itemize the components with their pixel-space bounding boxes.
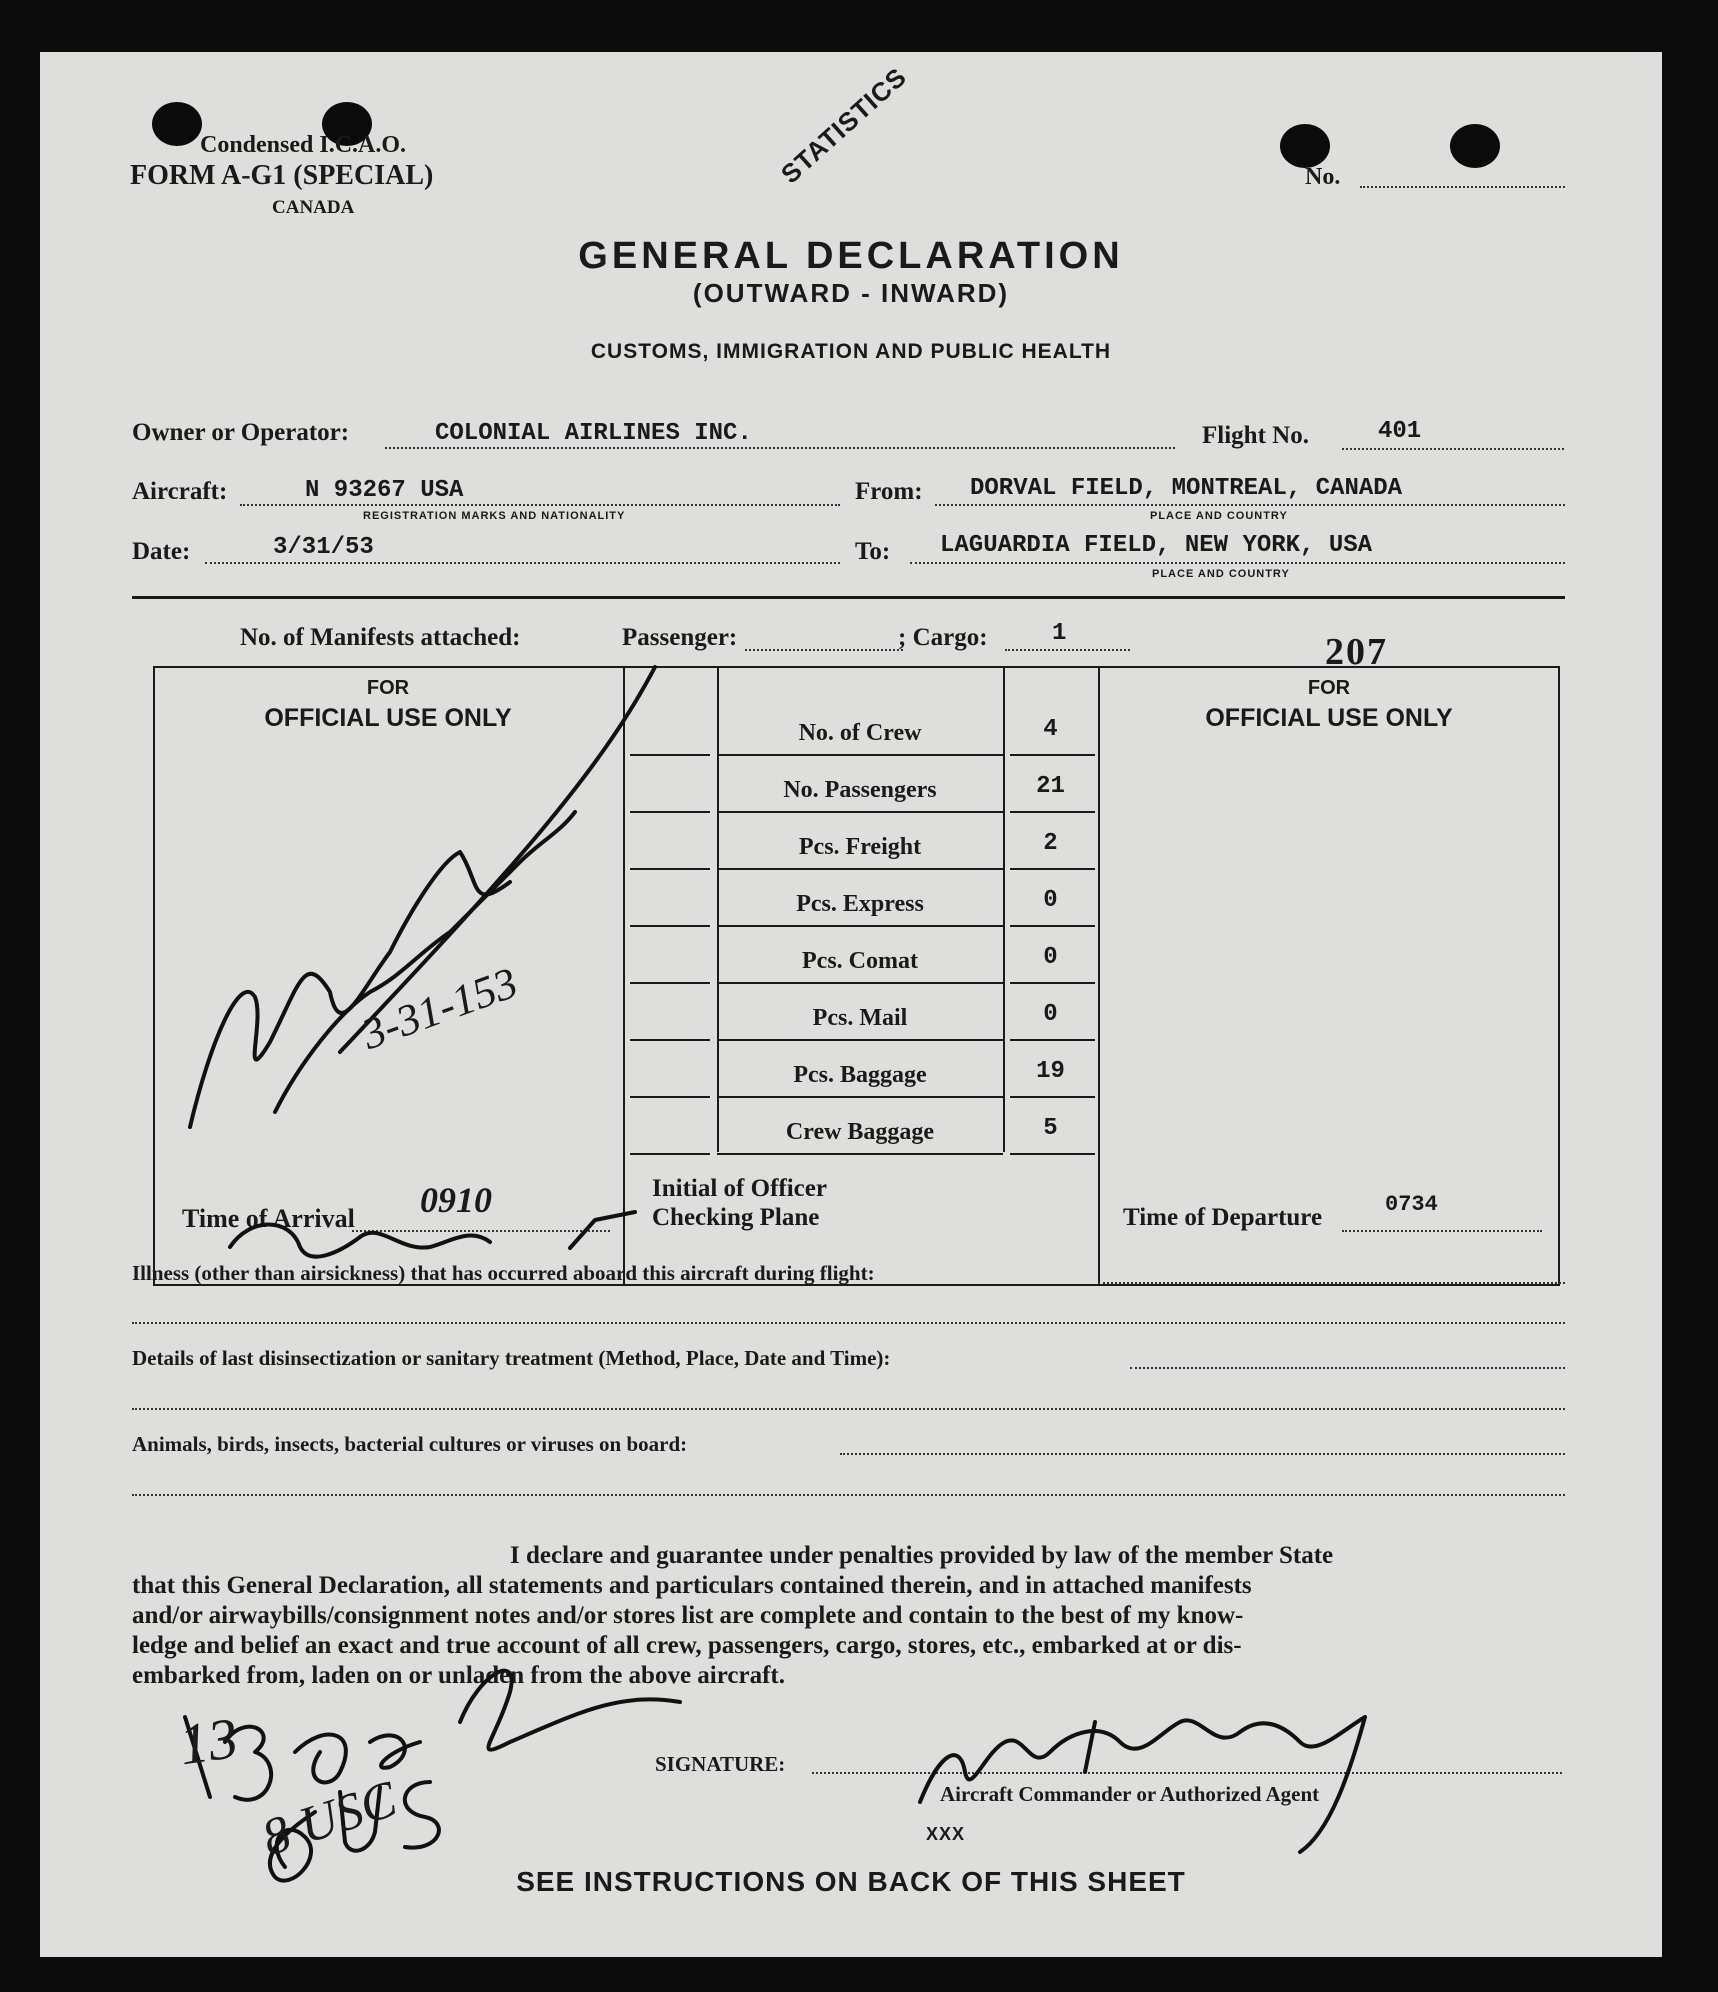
page-subheading: CUSTOMS, IMMIGRATION AND PUBLIC HEALTH (590, 340, 1112, 363)
count-row-value[interactable]: 21 (1036, 773, 1065, 800)
disinsect-label: Details of last disinsectization or sanitary treatment (Method, Place, Date and Time): (132, 1346, 891, 1370)
owner-label: Owner or Operator: (132, 419, 350, 446)
left-official-header-2: OFFICIAL USE ONLY (264, 704, 512, 732)
illness-label: Illness (other than airsickness) that has occurred aboard this aircraft during flight: (132, 1261, 875, 1285)
from-caption: PLACE AND COUNTRY (1150, 510, 1288, 522)
aircraft-caption: REGISTRATION MARKS AND NATIONALITY (363, 510, 626, 522)
declaration-line: embarked from, laden on or unladen from the above aircraft. (132, 1662, 785, 1689)
form-country: CANADA (272, 197, 355, 218)
arrival-label: Time of Arrival (182, 1204, 355, 1233)
count-row-value[interactable]: 0 (1043, 1001, 1058, 1028)
handwritten-note-usc: 8 USC (255, 1770, 404, 1868)
hand-note-mark (460, 1671, 680, 1750)
arrival-scribble (570, 1212, 635, 1248)
count-row-value[interactable]: 19 (1036, 1058, 1065, 1085)
arrival-scribble (230, 1225, 490, 1257)
handwritten-arrival-time: 0910 (420, 1180, 492, 1220)
declaration-line: that this General Declaration, all statements and particulars contained therein, and in attached manifests (132, 1572, 1252, 1599)
form-mark: XXX (926, 1824, 966, 1844)
handwriting-overlay (40, 52, 1662, 1957)
hand-note-mark (295, 1735, 420, 1783)
departure-label: Time of Departure (1123, 1204, 1323, 1231)
count-row-label: Pcs. Mail (812, 1005, 908, 1031)
page-title: GENERAL DECLARATION (578, 235, 1124, 277)
handwritten-inspection-date: 3-31-153 (355, 957, 524, 1059)
count-row-label: Pcs. Freight (798, 834, 922, 860)
signature-label: SIGNATURE: (655, 1752, 786, 1776)
count-row-label: No. Passengers (783, 777, 937, 803)
to-value[interactable]: LAGUARDIA FIELD, NEW YORK, USA (940, 532, 1373, 559)
count-row-label: Crew Baggage (785, 1119, 935, 1145)
manifest-cargo-label: ; Cargo: (898, 624, 988, 651)
count-row-value[interactable]: 5 (1043, 1115, 1058, 1142)
form-number: FORM A-G1 (SPECIAL) (130, 160, 434, 191)
manifest-passenger-label: Passenger: (622, 624, 738, 651)
declaration-line: I declare and guarantee under penalties provided by law of the member State (510, 1542, 1334, 1569)
form-condensed-label: Condensed I.C.A.O. (200, 132, 407, 158)
signature-caption: Aircraft Commander or Authorized Agent (940, 1782, 1320, 1806)
declaration-line: and/or airwaybills/consignment notes and/or stores list are complete and contain to the best of my know- (132, 1602, 1244, 1629)
count-row-value[interactable]: 4 (1043, 716, 1058, 743)
date-label: Date: (132, 538, 191, 565)
manifest-cargo-value[interactable]: 1 (1052, 620, 1067, 647)
count-row-label: Pcs. Baggage (793, 1062, 927, 1088)
commander-signature (920, 1717, 1365, 1802)
count-row-value[interactable]: 0 (1043, 944, 1058, 971)
handwritten-record-number: 207 (1325, 631, 1388, 673)
count-row-value[interactable]: 2 (1043, 830, 1058, 857)
page-subtitle: (OUTWARD - INWARD) (692, 278, 1010, 308)
owner-value[interactable]: COLONIAL AIRLINES INC. (435, 420, 752, 447)
form-sheet (40, 52, 1662, 1957)
count-row-label: No. of Crew (798, 720, 922, 746)
footer-instructions: SEE INSTRUCTIONS ON BACK OF THIS SHEET (516, 1866, 1186, 1897)
from-value[interactable]: DORVAL FIELD, MONTREAL, CANADA (970, 475, 1403, 502)
officer-label-2: Checking Plane (652, 1204, 820, 1231)
manifests-label: No. of Manifests attached: (240, 624, 521, 651)
statistics-stamp: STATISTICS (775, 61, 913, 190)
handwritten-note-13: 13 (175, 1704, 242, 1778)
officer-label-1: Initial of Officer (652, 1175, 827, 1202)
flight-no-value[interactable]: 401 (1378, 418, 1422, 445)
departure-value[interactable]: 0734 (1385, 1192, 1438, 1217)
aircraft-label: Aircraft: (132, 478, 228, 505)
date-value[interactable]: 3/31/53 (273, 534, 374, 561)
right-official-header-2: OFFICIAL USE ONLY (1205, 704, 1453, 732)
form-no-label: No. (1305, 164, 1341, 190)
flight-no-label: Flight No. (1202, 422, 1309, 449)
count-row-value[interactable]: 0 (1043, 887, 1058, 914)
from-label: From: (855, 478, 923, 505)
left-official-header-1: FOR (366, 677, 410, 699)
right-official-header-1: FOR (1307, 677, 1351, 699)
aircraft-value[interactable]: N 93267 USA (305, 477, 464, 504)
to-label: To: (855, 538, 891, 565)
count-row-label: Pcs. Express (796, 891, 924, 917)
count-row-label: Pcs. Comat (802, 948, 918, 974)
declaration-line: ledge and belief an exact and true account of all crew, passengers, cargo, stores, etc., embarked at or dis- (132, 1632, 1242, 1659)
to-caption: PLACE AND COUNTRY (1152, 568, 1290, 580)
animals-label: Animals, birds, insects, bacterial cultures or viruses on board: (132, 1432, 688, 1456)
